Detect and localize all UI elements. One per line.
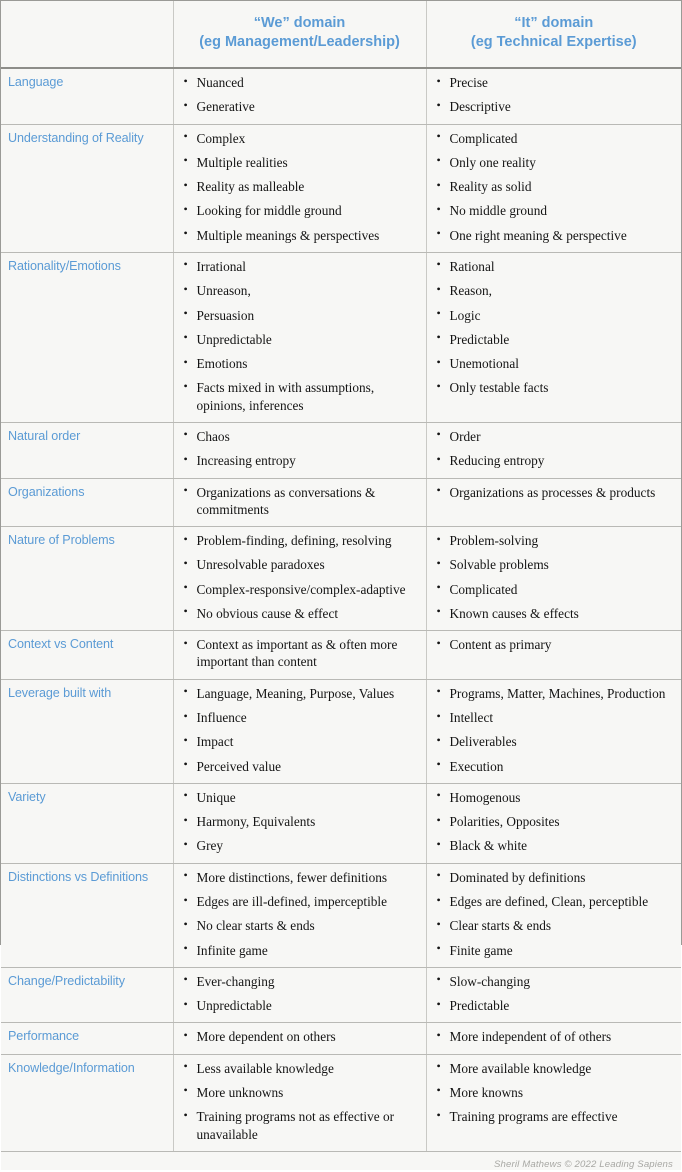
bullet-list (174, 631, 426, 679)
row-label-cell (1, 422, 173, 478)
row-label: Distinctions vs Definitions (8, 869, 149, 884)
footer-credit: Sheril Mathews © 2022 Leading Sapiens (493, 1158, 673, 1170)
row-label-cell (1, 967, 173, 1023)
bullet-item: • Logic (437, 307, 676, 324)
bullet-item: • Unique (184, 789, 420, 806)
bullet-item: • Unreason, (184, 282, 420, 299)
bullet-item: • Harmony, Equivalents (184, 813, 420, 830)
bullet-item: • Only one reality (437, 154, 676, 171)
bullet-item: • Complicated (437, 581, 676, 598)
bullet-list (427, 1023, 682, 1053)
it-domain-cell (426, 68, 681, 124)
we-domain-cell (173, 1054, 426, 1151)
bullet-item: • Context as important as & often more important than content (184, 636, 420, 671)
bullet-item: • Training programs not as effective or unavailable (184, 1108, 420, 1143)
row-label-cell (1, 863, 173, 967)
row-label: Language (8, 75, 64, 89)
header-cell-it-domain (426, 1, 681, 68)
header-it-domain-line2: (eg Technical Expertise) (470, 34, 637, 50)
we-domain-cell (173, 68, 426, 124)
we-domain-cell (173, 631, 426, 680)
bullet-list (427, 631, 682, 661)
we-domain-cell (173, 863, 426, 967)
bullet-item: • Grey (184, 837, 420, 854)
bullet-item: • Generative (184, 98, 420, 115)
table-row (1, 527, 681, 631)
bullet-item: • More dependent on others (184, 1028, 420, 1045)
bullet-item: • Solvable problems (437, 556, 676, 573)
table-row (1, 863, 681, 967)
bullet-item: • Reality as solid (437, 178, 676, 195)
bullet-list (174, 864, 426, 967)
bullet-item: • Chaos (184, 428, 420, 445)
bullet-list (174, 968, 426, 1023)
it-domain-cell (426, 252, 681, 422)
bullet-item: • Complex (184, 130, 420, 147)
we-domain-cell (173, 478, 426, 527)
bullet-item: • Unresolvable paradoxes (184, 556, 420, 573)
we-vs-it-comparison-table (1, 1, 681, 1152)
it-domain-cell (426, 631, 681, 680)
header-cell-we-domain (173, 1, 426, 68)
we-domain-cell (173, 252, 426, 422)
bullet-item: • Persuasion (184, 307, 420, 324)
bullet-item: • Training programs are effective (437, 1108, 676, 1125)
row-label-cell (1, 679, 173, 783)
it-domain-cell (426, 422, 681, 478)
bullet-list (174, 423, 426, 478)
footer-bar (1, 1152, 681, 1170)
bullet-item: • Complicated (437, 130, 676, 147)
it-domain-cell (426, 124, 681, 252)
bullet-item: • More available knowledge (437, 1060, 676, 1077)
bullet-item: • No obvious cause & effect (184, 605, 420, 622)
bullet-list (174, 253, 426, 422)
row-label: Nature of Problems (8, 533, 115, 548)
it-domain-cell (426, 527, 681, 631)
bullet-item: • Predictable (437, 997, 676, 1014)
bullet-item: • Edges are ill-defined, imperceptible (184, 893, 420, 910)
it-domain-cell (426, 478, 681, 527)
bullet-list (174, 1055, 426, 1151)
bullet-item: • More unknowns (184, 1084, 420, 1101)
bullet-item: • Precise (437, 74, 676, 91)
we-domain-cell (173, 527, 426, 631)
table-row (1, 967, 681, 1023)
bullet-item: • Less available knowledge (184, 1060, 420, 1077)
we-domain-cell (173, 783, 426, 863)
table-row (1, 679, 681, 783)
bullet-list (174, 125, 426, 252)
header-we-domain-line2: (eg Management/Leadership) (199, 34, 400, 50)
row-label: Variety (8, 789, 46, 804)
header-it-domain-text (427, 10, 682, 57)
it-domain-cell (426, 1054, 681, 1151)
row-label: Understanding of Reality (8, 130, 144, 145)
header-row (1, 1, 681, 68)
bullet-list (427, 479, 682, 509)
table-row (1, 478, 681, 527)
row-label: Rationality/Emotions (8, 258, 121, 273)
bullet-list (427, 253, 682, 405)
it-domain-cell (426, 967, 681, 1023)
table-header (1, 1, 681, 68)
row-label-cell (1, 1054, 173, 1151)
table-body (1, 68, 681, 1151)
bullet-item: • Finite game (437, 942, 676, 959)
table-row (1, 631, 681, 680)
bullet-item: • Edges are defined, Clean, perceptible (437, 893, 676, 910)
bullet-item: • Infinite game (184, 942, 420, 959)
bullet-item: • Programs, Matter, Machines, Production (437, 685, 676, 702)
bullet-item: • Polarities, Opposites (437, 813, 676, 830)
bullet-item: • Rational (437, 258, 676, 275)
bullet-item: • Multiple meanings & perspectives (184, 227, 420, 244)
bullet-item: • One right meaning & perspective (437, 227, 676, 244)
bullet-item: • Execution (437, 758, 676, 775)
bullet-list (427, 1055, 682, 1134)
table-row (1, 1054, 681, 1151)
bullet-item: • More knowns (437, 1084, 676, 1101)
bullet-item: • Only testable facts (437, 379, 676, 396)
bullet-item: • Organizations as processes & products (437, 484, 676, 501)
row-label: Leverage built with (8, 685, 112, 700)
it-domain-cell (426, 1023, 681, 1054)
row-label: Context vs Content (8, 637, 114, 652)
bullet-item: • Complex-responsive/complex-adaptive (184, 581, 420, 598)
bullet-item: • Emotions (184, 355, 420, 372)
table-row (1, 124, 681, 252)
bullet-item: • Increasing entropy (184, 452, 420, 469)
table-row (1, 1023, 681, 1054)
bullet-item: • Known causes & effects (437, 605, 676, 622)
bullet-item: • Reducing entropy (437, 452, 676, 469)
bullet-list (427, 125, 682, 252)
bullet-item: • Problem-solving (437, 532, 676, 549)
row-label-cell (1, 1023, 173, 1054)
header-corner-label (1, 29, 173, 39)
bullet-item: • Language, Meaning, Purpose, Values (184, 685, 420, 702)
bullet-item: • More distinctions, fewer definitions (184, 869, 420, 886)
bullet-list (427, 968, 682, 1023)
bullet-list (174, 784, 426, 863)
bullet-item: • Reality as malleable (184, 178, 420, 195)
row-label: Natural order (8, 428, 81, 443)
bullet-list (174, 1023, 426, 1053)
row-label-cell (1, 124, 173, 252)
table-row (1, 422, 681, 478)
it-domain-cell (426, 783, 681, 863)
we-domain-cell (173, 124, 426, 252)
bullet-item: • Multiple realities (184, 154, 420, 171)
row-label-cell (1, 68, 173, 124)
bullet-list (174, 479, 426, 527)
bullet-item: • Unpredictable (184, 331, 420, 348)
header-it-domain-line1: “It” domain (514, 15, 594, 32)
bullet-item: • Predictable (437, 331, 676, 348)
it-domain-cell (426, 863, 681, 967)
it-domain-cell (426, 679, 681, 783)
bullet-item: • Looking for middle ground (184, 202, 420, 219)
bullet-list (174, 527, 426, 630)
bullet-item: • Unemotional (437, 355, 676, 372)
we-domain-cell (173, 679, 426, 783)
bullet-item: • Intellect (437, 709, 676, 726)
row-label: Organizations (8, 484, 85, 499)
bullet-list (427, 69, 682, 124)
bullet-item: • Irrational (184, 258, 420, 275)
bullet-item: • Descriptive (437, 98, 676, 115)
row-label-cell (1, 631, 173, 680)
bullet-item: • No clear starts & ends (184, 917, 420, 934)
bullet-item: • Perceived value (184, 758, 420, 775)
bullet-item: • Slow-changing (437, 973, 676, 990)
bullet-item: • Dominated by definitions (437, 869, 676, 886)
bullet-list (427, 423, 682, 478)
bullet-list (427, 527, 682, 630)
bullet-item: • No middle ground (437, 202, 676, 219)
bullet-item: • Reason, (437, 282, 676, 299)
bullet-item: • Content as primary (437, 636, 676, 653)
row-label: Change/Predictability (8, 973, 125, 988)
bullet-list (174, 69, 426, 124)
bullet-item: • Impact (184, 733, 420, 750)
bullet-item: • Ever-changing (184, 973, 420, 990)
row-label-cell (1, 252, 173, 422)
bullet-item: • Unpredictable (184, 997, 420, 1014)
bullet-item: • Problem-finding, defining, resolving (184, 532, 420, 549)
bullet-item: • Clear starts & ends (437, 917, 676, 934)
row-label-cell (1, 783, 173, 863)
header-we-domain-line1: “We” domain (253, 15, 346, 32)
we-domain-cell (173, 967, 426, 1023)
row-label-cell (1, 527, 173, 631)
bullet-item: • Organizations as conversations & commitments (184, 484, 420, 519)
bullet-list (174, 680, 426, 783)
table-row (1, 252, 681, 422)
row-label: Performance (8, 1029, 79, 1044)
bullet-item: • More independent of of others (437, 1028, 676, 1045)
we-domain-cell (173, 422, 426, 478)
bullet-item: • Nuanced (184, 74, 420, 91)
bullet-list (427, 680, 682, 783)
bullet-item: • Influence (184, 709, 420, 726)
row-label: Knowledge/Information (8, 1060, 135, 1075)
we-domain-cell (173, 1023, 426, 1054)
bullet-item: • Facts mixed in with assumptions, opinions, inferences (184, 379, 420, 414)
bullet-list (427, 864, 682, 967)
bullet-list (427, 784, 682, 863)
header-corner-cell (1, 1, 173, 68)
table-row (1, 783, 681, 863)
bullet-item: • Deliverables (437, 733, 676, 750)
bullet-item: • Order (437, 428, 676, 445)
row-label-cell (1, 478, 173, 527)
bullet-item: • Homogenous (437, 789, 676, 806)
table-row (1, 68, 681, 124)
bullet-item: • Black & white (437, 837, 676, 854)
header-we-domain-text (174, 10, 426, 57)
